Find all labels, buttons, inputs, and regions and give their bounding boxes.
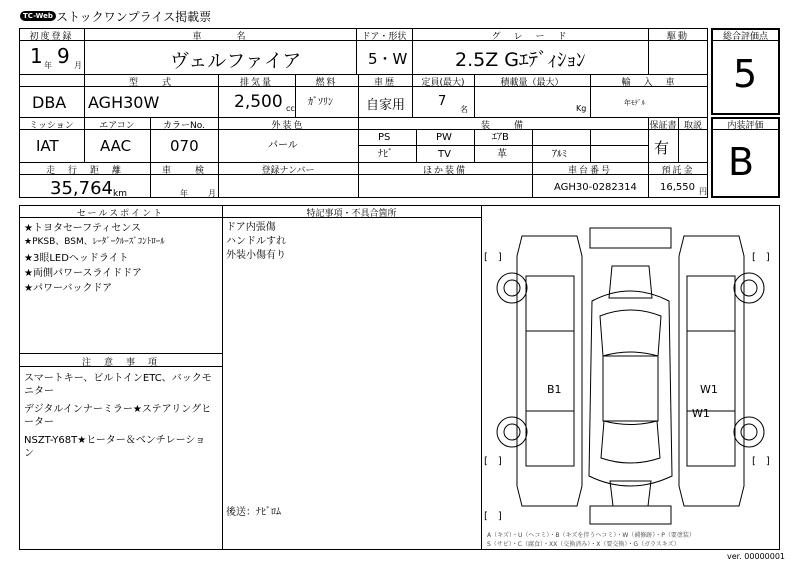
deposit: 16,550 [660,182,695,193]
sales-point: ★パワーバックドア [24,283,113,294]
mileage-unit: km [113,189,127,199]
defects-label: 特記事項・不具合箇所 [306,209,397,219]
warranty: 有 [654,139,670,157]
ac-label: エアコン [99,121,135,131]
load-label: 積載量（最大） [500,78,564,88]
insp-month-unit: 月 [208,189,216,198]
first-reg-label: 初度登録 [29,32,74,42]
equip-alloy: ｱﾙﾐ [552,149,567,160]
chassis-number: AGH30-0282314 [554,182,637,193]
color-no: 070 [170,137,199,155]
total-rating: 5 [733,52,758,96]
notes-label: 注 意 事 項 [81,358,159,368]
bracket: [ ] [484,252,502,263]
other-equip-label: ほか装備 [422,166,467,176]
mileage-label: 走 行 距 離 [45,166,123,176]
grade-label: グ レ ー ド [491,32,569,42]
bracket: [ ] [752,252,770,263]
door-shape: 5・W [368,50,408,68]
fuel-label: 燃料 [315,78,338,88]
sales-point: ★PKSB、BSM、ﾚｰﾀﾞｰｸﾙｰｽﾞｺﾝﾄﾛｰﾙ [24,237,165,247]
defect-item: ハンドルすれ [226,236,286,247]
equip-pw: PW [436,132,452,143]
mission: IAT [36,137,59,155]
header [20,6,320,26]
inspection-label: 車 検 [161,166,206,176]
equip-ps: PS [378,132,391,143]
model: AGH30W [88,93,160,112]
reg-year: 1 [30,44,43,68]
reg-month: 9 [57,44,70,68]
defect-item: 外装小傷有り [226,250,286,261]
warranty-label: 保証書 [649,121,677,131]
door-label: ドア・形状 [361,32,407,42]
color-no-label: カラーNo. [163,121,205,131]
capacity: 7 [438,94,447,109]
history: 自家用 [366,98,406,113]
fuel: ｶﾞｿﾘﾝ [308,97,333,108]
insp-year-unit: 年 [180,189,188,198]
model-prefix: DBA [32,93,67,112]
legend-line-2: S（サビ）・C（腐食）・XX（交換済み）・X（要交換）・G（ガラスキズ） [487,541,680,548]
recall-label: 取説 [683,121,702,131]
damage-mark: B1 [547,383,562,396]
equip-leather: 革 [497,149,507,160]
sales-points-label: セールスポイント [76,209,165,219]
equipment-label: 装 備 [480,121,525,131]
equip-navi: ﾅﾋﾞ [378,149,393,160]
displacement-label: 排気量 [239,78,273,88]
sales-point: ★トヨタセーフティセンス [24,223,141,234]
chassis-label: 車台番号 [567,166,612,176]
form-title: ストックワンプライス掲載票 [56,10,212,24]
car-name: ヴェルファイア [170,50,302,72]
equip-airbag: ｴｱB [492,132,509,143]
damage-mark: W1 [692,407,710,420]
capacity-unit: 名 [460,105,468,114]
after-delivery: 後送：ﾅﾋﾞﾛﾑ [226,507,281,518]
exterior-color: パール [268,140,298,151]
damage-mark: W1 [700,383,718,396]
load-unit: Kg [576,104,587,113]
tc-web-logo: TC-Web [20,11,56,21]
version: ver. 00000001 [727,552,786,561]
car-damage-diagram [482,206,779,531]
deposit-label: 預託金 [661,166,695,176]
equip-tv: TV [438,149,451,160]
displacement: 2,500 [234,92,283,112]
reg-year-unit: 年 [44,61,52,70]
mission-label: ミッション [29,121,74,131]
import-label: 輸 入 車 [621,78,677,88]
note-item: NSZT-Y68T★ヒーター＆ベンチレーション [24,435,206,459]
history-label: 車歴 [373,78,396,88]
year-model-label: 年ﾓﾃﾞﾙ [624,99,645,107]
interior-rating: B [728,140,755,184]
displacement-unit: cc [286,104,295,113]
bracket: [ ] [484,456,502,467]
note-item: スマートキー、ビルトインETC、バックモニター [24,373,212,397]
exterior-label: 外装色 [271,121,305,131]
total-rating-label: 総合評価点 [722,32,768,42]
plate-label: 登録ナンバー [261,166,315,176]
grade: 2.5Z Gｴﾃﾞｨｼｮﾝ [455,49,586,71]
sales-point: ★3眼LEDヘッドライト [24,253,129,264]
capacity-label: 定員(最大) [421,78,465,88]
note-item: デジタルインナーミラー★ステアリングヒーター [24,404,212,428]
model-label: 型 式 [128,78,173,88]
bracket: [ ] [484,511,502,522]
interior-rating-label: 内装評価 [727,121,764,131]
defect-item: ドア内張傷 [226,222,276,233]
ac: AAC [100,137,132,155]
sales-point: ★両側パワースライドドア [24,268,142,279]
reg-month-unit: 月 [74,61,82,70]
legend-line-1: A（キズ）・U（ヘコミ）・B（キズを伴うヘコミ）・W（補修跡）・P（要塗装） [487,532,695,539]
deposit-unit: 円 [699,187,707,196]
car-name-label: 車 名 [192,32,248,42]
drive-label: 駆動 [666,32,689,42]
mileage: 35,764 [50,178,113,199]
bracket: [ ] [752,456,770,467]
